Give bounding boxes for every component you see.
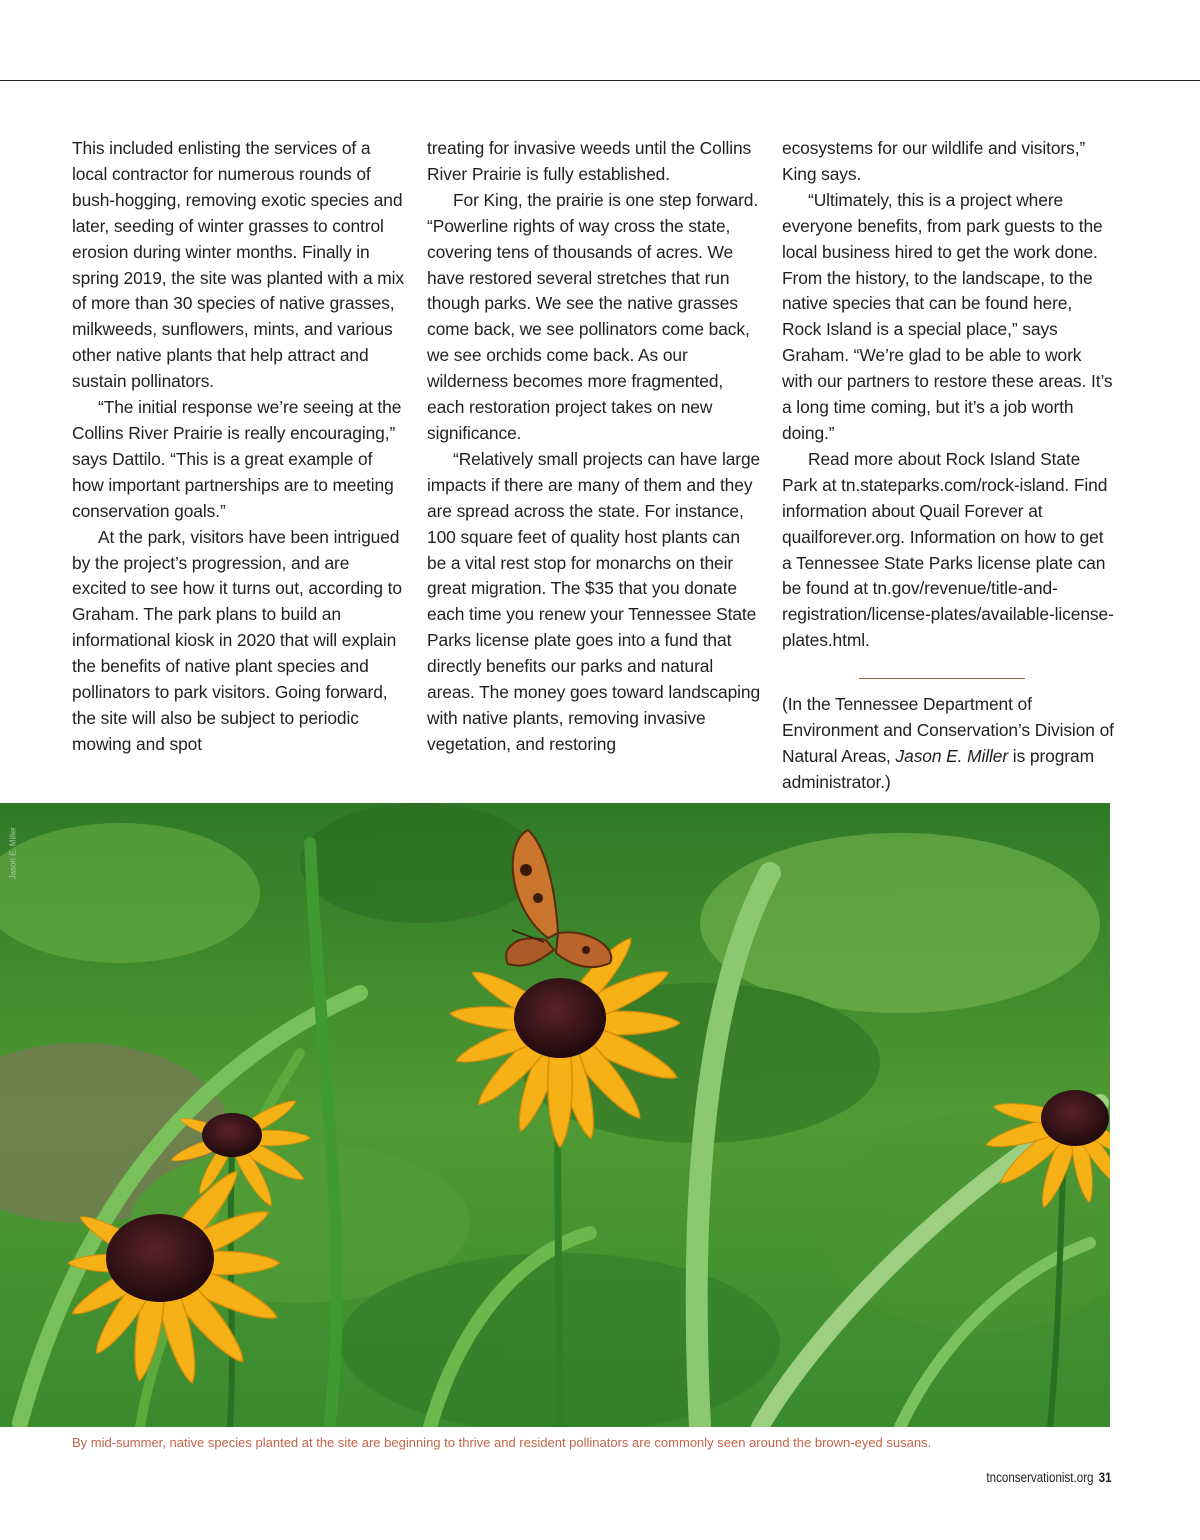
text-column-2 — [427, 136, 762, 758]
paragraph: ecosystems for our wildlife and visitors,” King says. — [782, 138, 1086, 184]
paragraph: treating for invasive weeds until the Collins River Prairie is fully established. — [427, 138, 752, 184]
header-rule — [0, 80, 1200, 81]
paragraph: “Relatively small projects can have large impacts if there are many of them and they are spread across the state. For instance, 100 square feet of quality host plants can be a vital rest stop for monarchs on their great migration. The $35 that you donate each time you renew your Tennessee State Parks license plate goes into a fund that directly benefits our parks and natural areas. The money goes toward landscaping with native plants, removing invasive vegetation, and restoring — [427, 448, 761, 754]
section-divider — [859, 678, 1025, 679]
photo-illustration — [0, 803, 1110, 1427]
butterfly-flower-photo — [0, 803, 1110, 1427]
page-footer — [987, 1470, 1112, 1485]
photo-credit: Jason E. Miller — [8, 827, 18, 880]
paragraph: This included enlisting the services of a local contractor for numerous rounds of bush-hogging, removing exotic species and later, seeding of winter grasses to control erosion during winter months. Finally in spring 2019, the site was planted with a mix of more than 30 species of native grasses, milkweeds, sunflowers, mints, and various other native plants that help attract and sustain pollinators. — [72, 138, 405, 392]
website-link[interactable]: tnconservationist.org — [986, 1470, 1094, 1485]
bio-text: is program administrator.) — [782, 745, 1094, 792]
paragraph: At the park, visitors have been intrigued by the project’s progression, and are excited to see how it turns out, according to Graham. The park plans to build an informational kiosk in 2020 that will explain the benefits of native plant species and pollinators to park visitors. Going forward, the site will also be subject to periodic mowing and spot — [72, 526, 402, 754]
photo-caption: By mid-summer, native species planted at the site are beginning to thrive and resident pollinators are commonly seen around the brown-eyed susans. — [72, 1435, 932, 1450]
paragraph: Read more about Rock Island State Park at tn.stateparks.com/rock-island. Find information about Quail Forever at quailforever.org. Information on how to get a Tennessee State Parks license plate can be found at tn.gov/revenue/title-and-registration/license-plates/available-license-plates.html. — [782, 448, 1114, 651]
page-number: 31 — [1099, 1470, 1112, 1485]
author-bio — [782, 692, 1114, 796]
text-column-3 — [782, 136, 1114, 796]
text-column-1 — [72, 136, 407, 758]
paragraph: “Ultimately, this is a project where everyone benefits, from park guests to the local business hired to get the work done. From the history, to the landscape, to the native species that can be found here, Rock Island is a special place,” says Graham. “We’re glad to be able to work with our partners to restore these areas. It’s a long time coming, but it’s a job worth doing.” — [782, 189, 1113, 443]
author-name: Jason E. Miller — [895, 745, 1009, 766]
bio-text: (In the Tennessee Department of Environment and Conservation’s Division of Natural Areas, — [782, 694, 1114, 766]
paragraph: For King, the prairie is one step forward. “Powerline rights of way cross the state, covering tens of thousands of acres. We have restored several stretches that run though parks. We see the native grasses come back, we see pollinators come back, we see orchids come back. As our wilderness becomes more fragmented, each restoration project takes on new significance. — [427, 189, 759, 443]
paragraph: “The initial response we’re seeing at the Collins River Prairie is really encouraging,” says Dattilo. “This is a great example of how important partnerships are to meeting conservation goals.” — [72, 397, 402, 521]
